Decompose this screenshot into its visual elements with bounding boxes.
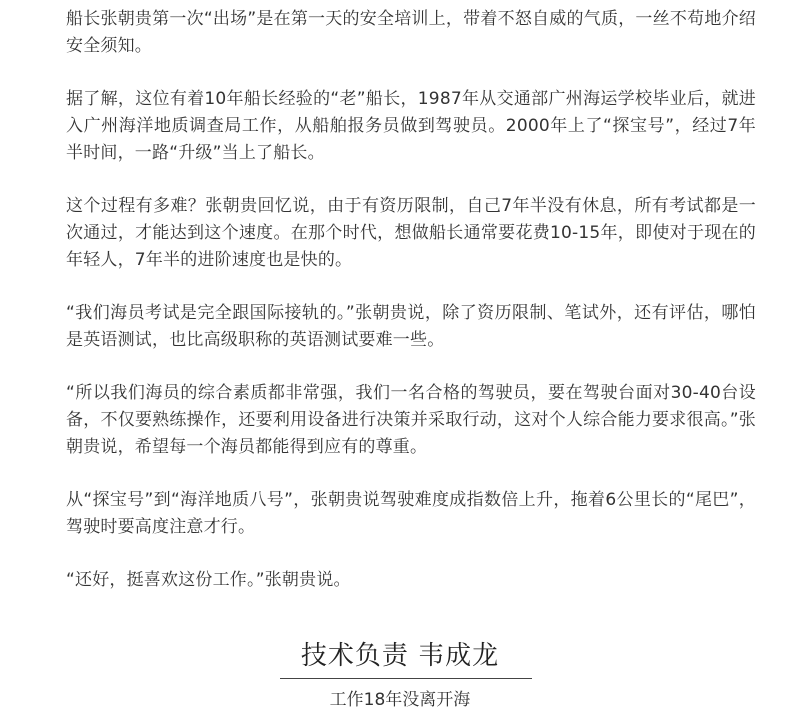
article-paragraph: “我们海员考试是完全跟国际接轨的。”张朝贵说，除了资历限制、笔试外，还有评估，哪怕是英语测试，也比高级职称的英语测试要难一些。 [66, 303, 756, 350]
section-heading [0, 636, 800, 676]
article-paragraph: 船长张朝贵第一次“出场”是在第一天的安全培训上，带着不怒自威的气质，一丝不苟地介绍安全须知。 [66, 9, 756, 56]
article-body [66, 6, 756, 620]
article-paragraph: 这个过程有多难？张朝贵回忆说，由于有资历限制，自己7年半没有休息，所有考试都是一次通过，才能达到这个速度。在那个时代，想做船长通常要花费10-15年，即使对于现在的年轻人，7年半的进阶速度也是快的。 [66, 196, 756, 270]
article-paragraph: “所以我们海员的综合素质都非常强，我们一名合格的驾驶员，要在驾驶台面对30-40台设备，不仅要熟练操作，还要利用设备进行决策并采取行动，这对个人综合能力要求很高。”张朝贵说，希望每一个海员都能得到应有的尊重。 [66, 383, 756, 457]
article-paragraph: 据了解，这位有着10年船长经验的“老”船长，1987年从交通部广州海运学校毕业后，就进入广州海洋地质调查局工作，从船舶报务员做到驾驶员。2000年上了“探宝号”，经过7年半时间，一路“升级”当上了船长。 [66, 89, 756, 163]
section-divider [280, 678, 532, 679]
section-subtitle: 工作18年没离开海 [329, 690, 471, 710]
article-paragraph: 从“探宝号”到“海洋地质八号”，张朝贵说驾驶难度成指数倍上升，拖着6公里长的“尾巴”，驾驶时要高度注意才行。 [66, 490, 756, 537]
article-paragraph: “还好，挺喜欢这份工作。”张朝贵说。 [66, 570, 351, 590]
section-title: 技术负责 韦成龙 [300, 641, 500, 671]
